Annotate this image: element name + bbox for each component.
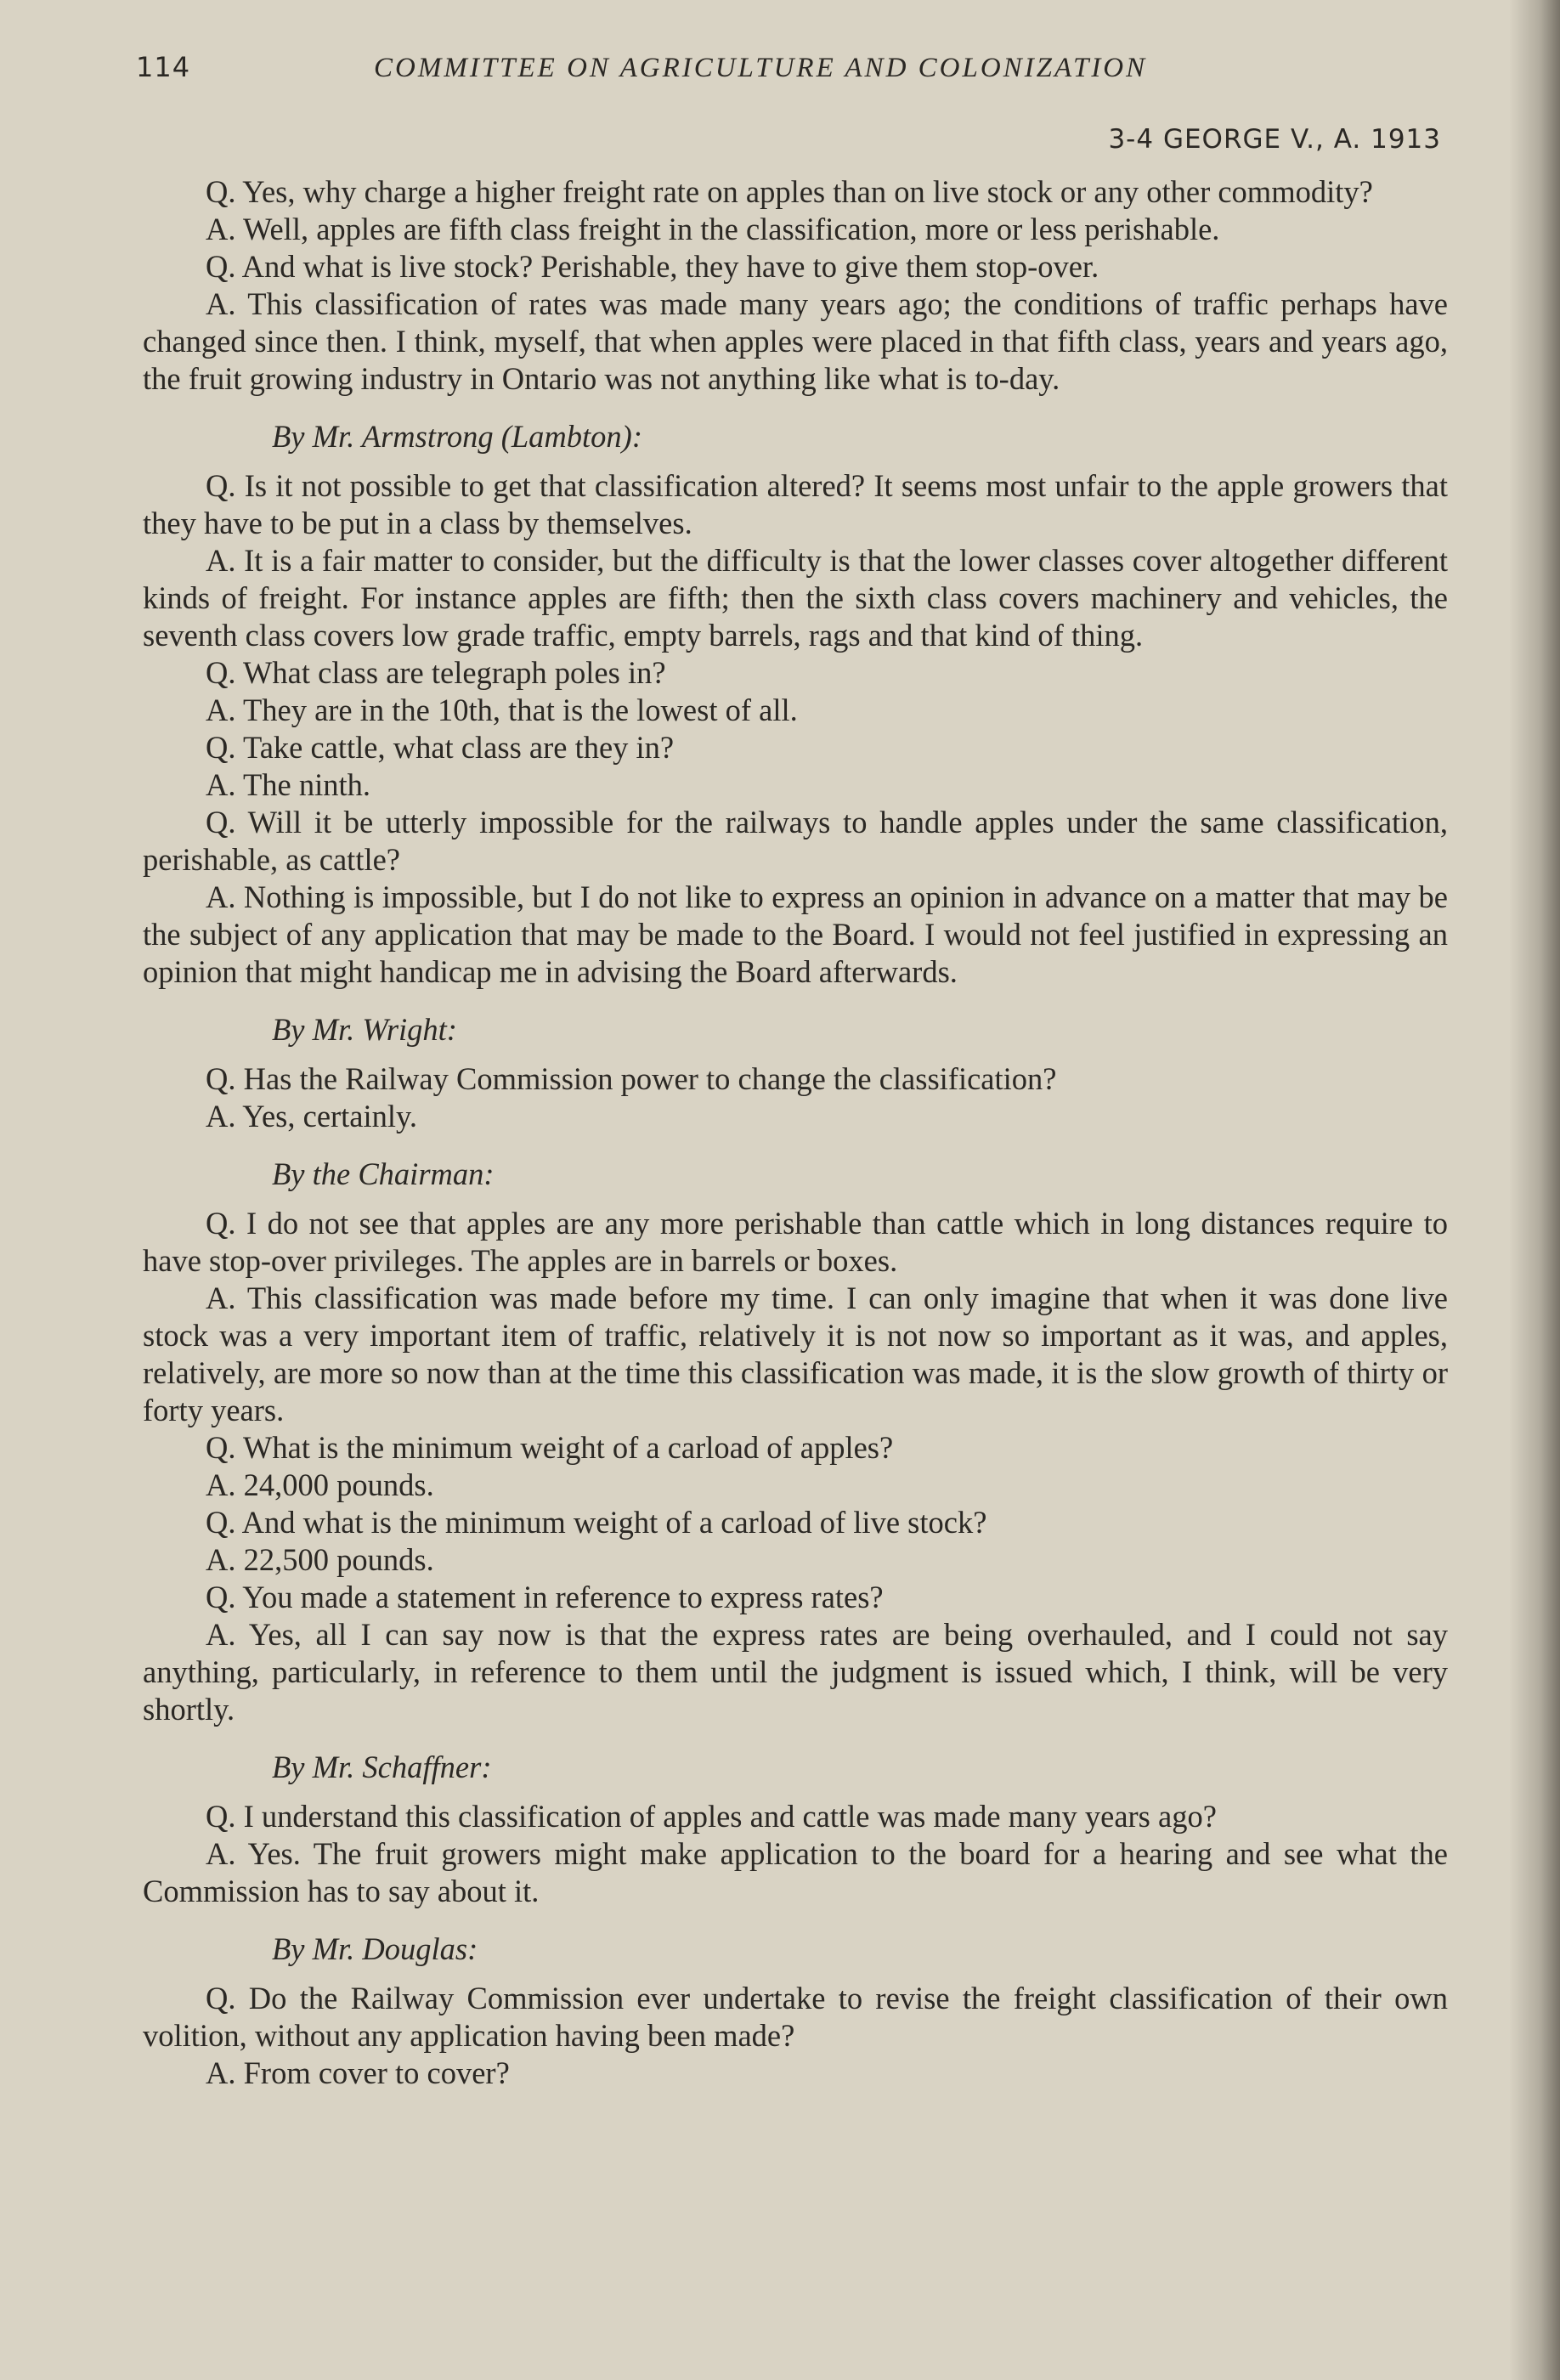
- testimony-paragraph: Q. And what is live stock? Perishable, they have to give them stop-over.: [206, 249, 1099, 284]
- testimony-paragraph: A. Yes, all I can say now is that the express rates are being overhauled, and I could not say anything, particularly, in reference to them until the judgment is issued which, I think, will be very shortly.: [143, 1617, 1448, 1727]
- testimony-paragraph: Q. Will it be utterly impossible for the railways to handle apples under the same classification, perishable, as cattle?: [143, 805, 1448, 877]
- testimony-paragraph: Q. I do not see that apples are any more perishable than cattle which in long distances require to have stop-over privileges. The apples are in barrels or boxes.: [143, 1206, 1448, 1278]
- testimony-paragraph: Q. Take cattle, what class are they in?: [206, 730, 675, 765]
- page-number: 114: [136, 51, 191, 83]
- testimony-paragraph: A. 24,000 pounds.: [206, 1467, 434, 1502]
- testimony-paragraph: A. From cover to cover?: [206, 2055, 510, 2090]
- testimony-paragraph: A. This classification was made before my time. I can only imagine that when it was done live stock was a very important item of traffic, relatively it is not now so important as it was, and apples, relatively, are more so now than at the time this classification was made, it is the slow growth of thirty or forty years.: [143, 1280, 1448, 1427]
- testimony-paragraph: A. They are in the 10th, that is the lowest of all.: [206, 693, 798, 727]
- testimony-paragraph: A. Nothing is impossible, but I do not like to express an opinion in advance on a matter that may be the subject of any application that may be made to the Board. I would not feel justified in expressing an opinion that might handicap me in advising the Board afterwards.: [143, 879, 1448, 989]
- testimony-paragraph: A. Yes, certainly.: [206, 1099, 418, 1133]
- testimony-paragraph: Q. And what is the minimum weight of a carload of live stock?: [206, 1505, 987, 1540]
- testimony-paragraph: Q. You made a statement in reference to express rates?: [206, 1580, 884, 1614]
- speaker-heading: By Mr. Schaffner:: [272, 1750, 492, 1784]
- testimony-paragraph: Q. Do the Railway Commission ever undertake to revise the freight classification of their own volition, without any application having been made?: [143, 1981, 1448, 2053]
- page-header: [136, 51, 1444, 93]
- testimony-paragraph: A. Well, apples are fifth class freight in the classification, more or less perishable.: [206, 212, 1220, 246]
- speaker-heading: By Mr. Wright:: [272, 1012, 457, 1047]
- testimony-paragraph: Q. What is the minimum weight of a carload of apples?: [206, 1430, 894, 1465]
- speaker-heading: By Mr. Douglas:: [272, 1931, 478, 1966]
- testimony-paragraph: Q. Yes, why charge a higher freight rate on apples than on live stock or any other commodity?: [206, 174, 1373, 209]
- testimony-paragraph: Q. Is it not possible to get that classification altered? It seems most unfair to the apple growers that they have to be put in a class by themselves.: [143, 468, 1448, 540]
- testimony-paragraph: A. 22,500 pounds.: [206, 1542, 434, 1577]
- testimony-paragraph: Q. What class are telegraph poles in?: [206, 655, 666, 690]
- running-head: COMMITTEE ON AGRICULTURE AND COLONIZATION: [374, 53, 1148, 83]
- testimony-paragraph: A. It is a fair matter to consider, but the difficulty is that the lower classes cover altogether different kinds of freight. For instance apples are fifth; then the sixth class covers machinery and vehicles, the seventh class covers low grade traffic, empty barrels, rags and that kind of thing.: [143, 543, 1448, 653]
- session-label: 3-4 GEORGE V., A. 1913: [1108, 124, 1441, 155]
- testimony-paragraph: A. Yes. The fruit growers might make application to the board for a hearing and see what the Commission has to say about it.: [143, 1836, 1448, 1908]
- speaker-heading: By Mr. Armstrong (Lambton):: [272, 419, 642, 454]
- testimony-paragraph: Q. I understand this classification of apples and cattle was made many years ago?: [206, 1799, 1217, 1834]
- speaker-heading: By the Chairman:: [272, 1156, 495, 1191]
- testimony-paragraph: A. This classification of rates was made many years ago; the conditions of traffic perhaps have changed since then. I think, myself, that when apples were placed in that fifth class, years and years ago, the fruit growing industry in Ontario was not anything like what is to-day.: [143, 286, 1448, 396]
- document-body: [143, 173, 1448, 2092]
- testimony-paragraph: Q. Has the Railway Commission power to change the classification?: [206, 1061, 1057, 1096]
- testimony-paragraph: A. The ninth.: [206, 767, 370, 802]
- page-edge-shadow: [1509, 0, 1560, 2380]
